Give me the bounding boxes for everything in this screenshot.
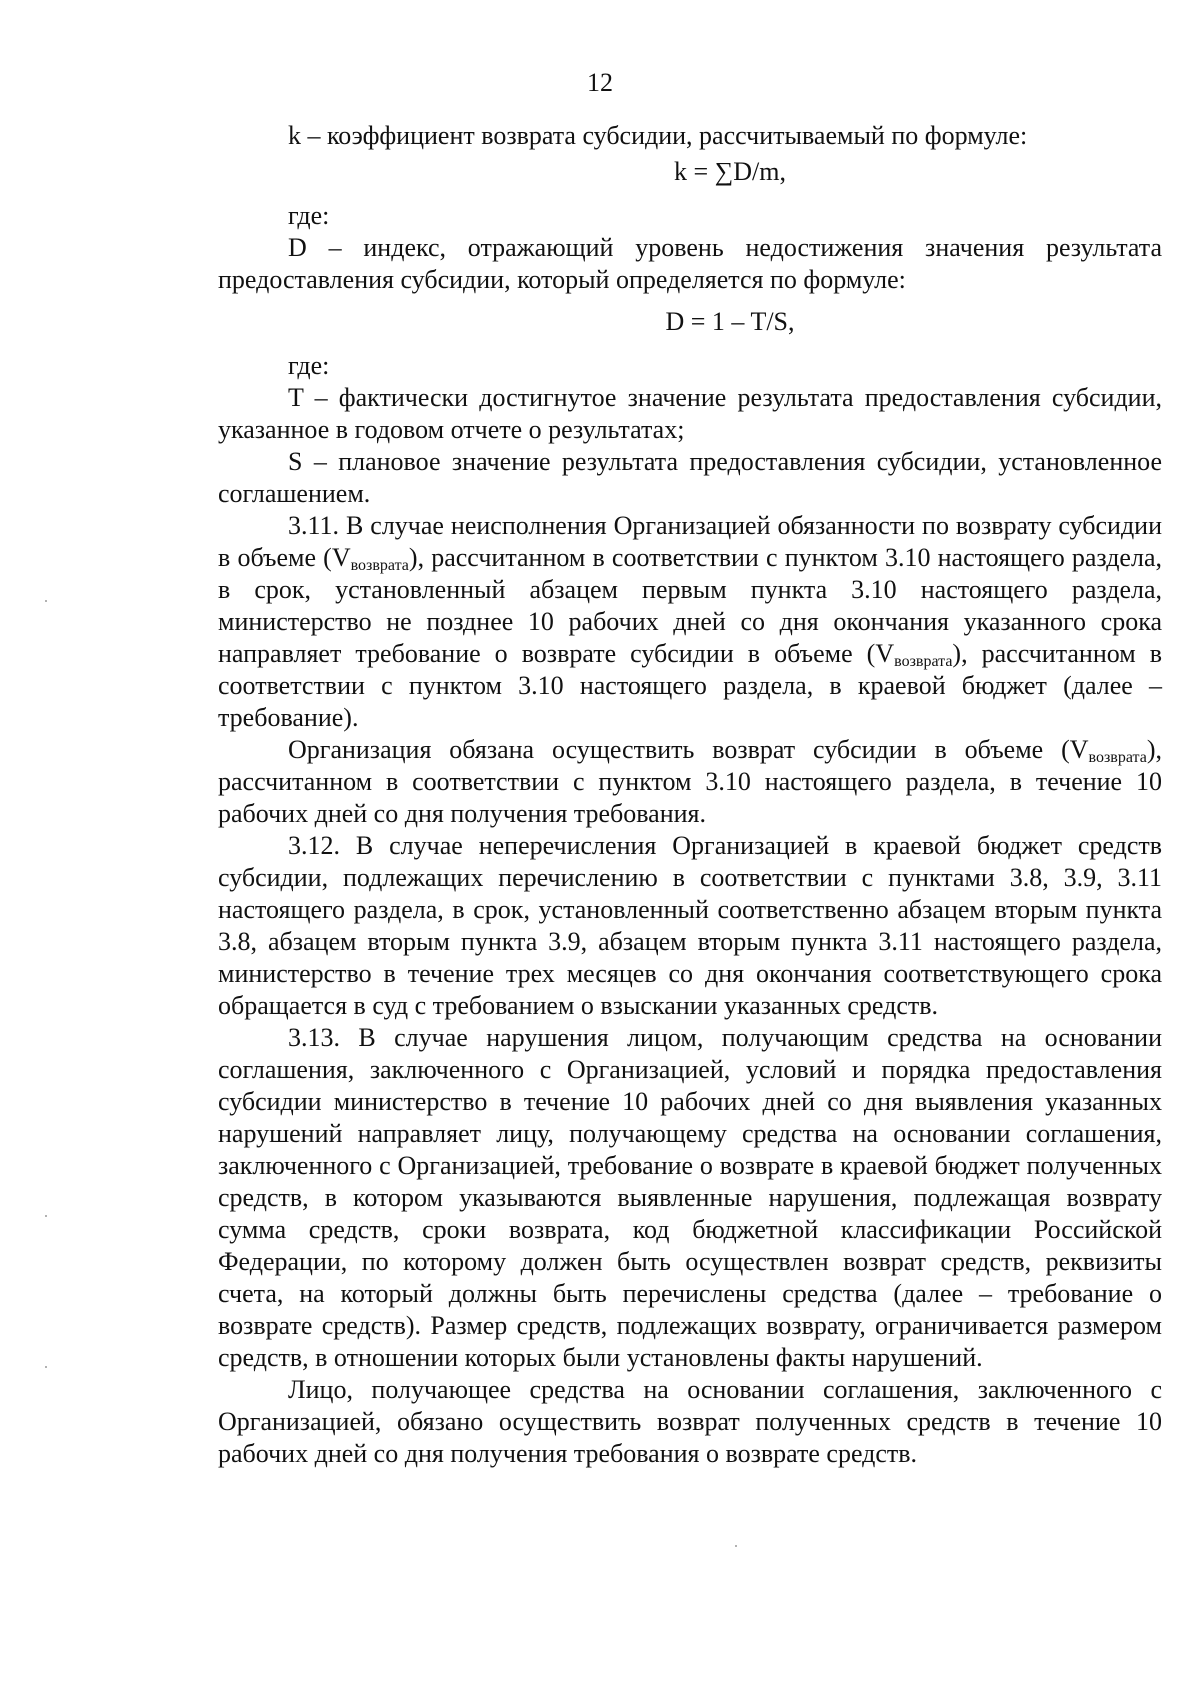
d-definition: D – индекс, отражающий уровень недостижения значения результата предоставления субсидии, который определяется по формуле: xyxy=(218,233,1162,294)
paragraph-3-11 xyxy=(218,510,1162,734)
scan-speck xyxy=(45,1215,47,1217)
paragraph-3-13-second: Лицо, получающее средства на основании соглашения, заключенного с Организацией, обязано осуществить возврат полученных средств в течение 10 рабочих дней со дня получения требования о возврате средств. xyxy=(218,1375,1162,1468)
scan-speck xyxy=(45,600,47,602)
paragraph-3-11-part-c: ), рассчитанном в соответствии с пунктом 3.10 настоящего раздела, в краевой бюджет (далее – требование). xyxy=(218,639,1163,732)
subscript-vozvrata: возврата xyxy=(1088,749,1147,766)
t-definition: T – фактически достигнутое значение результата предоставления субсидии, указанное в годовом отчете о результатах; xyxy=(218,383,1162,444)
subscript-vozvrata: возврата xyxy=(894,653,953,670)
page-number: 12 xyxy=(587,68,613,97)
where-label-2: где: xyxy=(288,351,330,380)
paragraph-3-11-second xyxy=(218,734,1162,830)
scan-speck xyxy=(735,1545,737,1547)
paragraph-3-12: 3.12. В случае неперечисления Организацией в краевой бюджет средств субсидии, подлежащих перечислению в соответствии с пунктами 3.8, 3.9, 3.11 настоящего раздела, в срок, установленный соответственно абзацем вторым пункта 3.8, абзацем вторым пункта 3.9, абзацем вторым пункта 3.11 настоящего раздела, министерство в течение трех месяцев со дня окончания соответствующего срока обращается в суд с требованием о взыскании указанных средств. xyxy=(218,831,1162,1020)
where-label-1: где: xyxy=(288,201,330,230)
paragraph-3-13: 3.13. В случае нарушения лицом, получающим средства на основании соглашения, заключенного с Организацией, условий и порядка предоставления субсидии министерство в течение 10 рабочих дней со дня выявления указанных нарушений направляет лицу, получающему средства на основании соглашения, заключенного с Организацией, требование о возврате в краевой бюджет полученных средств, в котором указываются выявленные нарушения, подлежащая возврату сумма средств, сроки возврата, код бюджетной классификации Российской Федерации, по которому должен быть осуществлен возврат средств, реквизиты счета, на который должны быть перечислены средства (далее – требование о возврате средств). Размер средств, подлежащих возврату, ограничивается размером средств, в отношении которых были установлены факты нарушений. xyxy=(218,1023,1162,1372)
subscript-vozvrata: возврата xyxy=(350,557,409,574)
document-body xyxy=(218,120,1162,1470)
scan-speck xyxy=(45,1366,47,1368)
paragraph-3-11-part-b: ), рассчитанном в соответствии с пунктом 3.10 настоящего раздела, в срок, установленный абзацем первым пункта 3.10 настоящего раздела, министерство не позднее 10 рабочих дней со дня окончания указанного срока направляет требование о возврате субсидии в объеме (V xyxy=(218,543,1162,668)
k-definition: k – коэффициент возврата субсидии, рассчитываемый по формуле: xyxy=(288,121,1028,150)
paragraph-3-11-second-part-b: ), рассчитанном в соответствии с пунктом 3.10 настоящего раздела, в течение 10 рабочих дней со дня получения требования. xyxy=(218,735,1162,828)
paragraph-3-11-part-a: 3.11. В случае неисполнения Организацией обязанности по возврату субсидии в объеме (V xyxy=(218,511,1162,572)
paragraph-3-11-second-part-a: Организация обязана осуществить возврат субсидии в объеме (V xyxy=(288,735,1089,764)
s-definition: S – плановое значение результата предоставления субсидии, установленное соглашением. xyxy=(218,447,1162,508)
formula-k: k = ∑D/m, xyxy=(674,157,786,186)
formula-d: D = 1 – T/S, xyxy=(665,307,795,336)
